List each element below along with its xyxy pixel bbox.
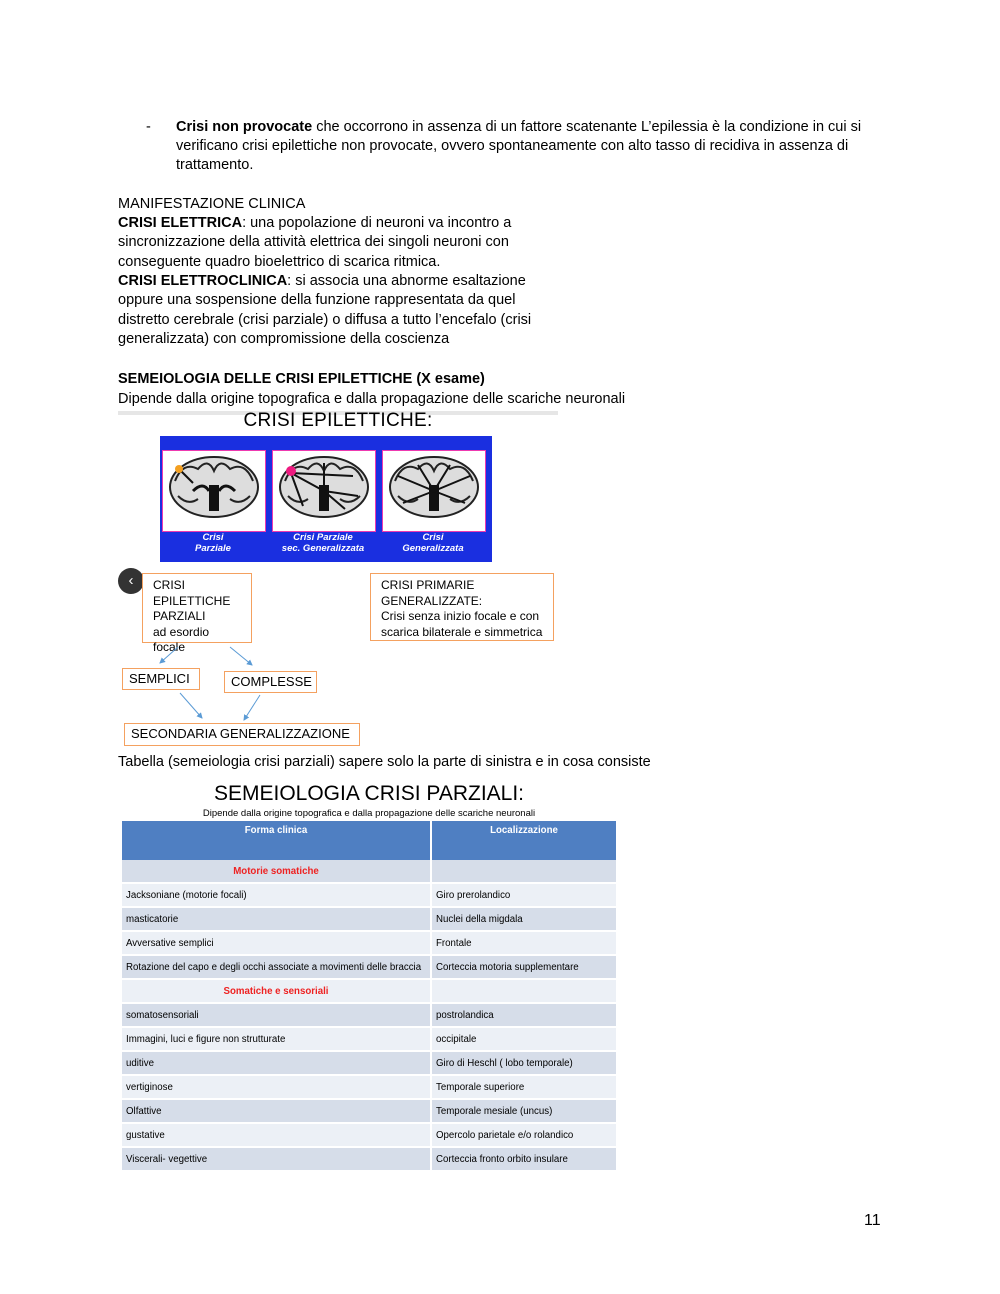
figure-title: CRISI EPILETTICHE: bbox=[243, 410, 433, 431]
section-label: Somatiche e sensoriali bbox=[122, 979, 431, 1003]
elettrica-term: CRISI ELETTRICA bbox=[118, 215, 243, 231]
table-row bbox=[122, 1123, 617, 1147]
table-row bbox=[122, 1099, 617, 1123]
table-cell: Giro prerolandico bbox=[431, 883, 617, 907]
table-cell: Avversative semplici bbox=[122, 931, 431, 955]
table-cell: Olfattive bbox=[122, 1099, 431, 1123]
box-crisi-parziali: CRISI EPILETTICHE PARZIALI ad esordio focale bbox=[142, 573, 252, 643]
table-row bbox=[122, 1003, 617, 1027]
table-cell: gustative bbox=[122, 1123, 431, 1147]
crisi-epilettiche-figure bbox=[118, 410, 558, 750]
table-cell: Immagini, luci e figure non strutturate bbox=[122, 1027, 431, 1051]
section-label: Motorie somatiche bbox=[122, 860, 431, 883]
table-subtitle: Dipende dalla origine topografica e dalla propagazione delle scariche neuronali bbox=[202, 808, 536, 819]
elettroclinica-term: CRISI ELETTROCLINICA bbox=[118, 273, 288, 289]
brain-label-generalizzata: Crisi Generalizzata bbox=[402, 532, 464, 554]
column-header: Localizzazione bbox=[431, 821, 617, 860]
table-cell: Viscerali- vegettive bbox=[122, 1147, 431, 1171]
brain-label-parziale: Crisi Parziale bbox=[195, 532, 231, 554]
chevron-left-icon[interactable]: ‹ bbox=[118, 568, 144, 594]
table-cell: postrolandica bbox=[431, 1003, 617, 1027]
elettrica-line-3: conseguente quadro bioelettrico di scarica ritmica. bbox=[118, 254, 441, 270]
table-cell: Corteccia fronto orbito insulare bbox=[431, 1147, 617, 1171]
semeiologia-heading: SEMEIOLOGIA DELLE CRISI EPILETTICHE (X esame) bbox=[118, 371, 485, 387]
table-cell: occipitale bbox=[431, 1027, 617, 1051]
table-cell: Frontale bbox=[431, 931, 617, 955]
section-row bbox=[122, 979, 617, 1003]
table-cell: Opercolo parietale e/o rolandico bbox=[431, 1123, 617, 1147]
table-row bbox=[122, 1075, 617, 1099]
table-row bbox=[122, 1147, 617, 1171]
semeiologia-table-figure bbox=[118, 782, 620, 1165]
table-row bbox=[122, 1027, 617, 1051]
elettroclinica-line-1 bbox=[118, 272, 526, 291]
bullet-line-2: verificano crisi epilettiche non provocate, ovvero spontaneamente con alto tasso di recidiva in assenza di bbox=[176, 138, 849, 154]
table-cell: Temporale superiore bbox=[431, 1075, 617, 1099]
elettrica-text: : una popolazione di neuroni va incontro a bbox=[242, 215, 512, 231]
table-row bbox=[122, 883, 617, 907]
bullet-bold-term: Crisi non provocate bbox=[176, 119, 313, 135]
table-row bbox=[122, 1051, 617, 1075]
table-cell: masticatorie bbox=[122, 907, 431, 931]
semeiologia-table bbox=[122, 821, 618, 1172]
bullet-line-1-text: che occorrono in assenza di un fattore scatenante L’epilessia è la condizione in cui si bbox=[312, 119, 862, 135]
bullet-line-1 bbox=[176, 118, 861, 137]
box-complesse: COMPLESSE bbox=[224, 671, 317, 693]
page-number: 11 bbox=[864, 1212, 881, 1229]
column-header: Forma clinica bbox=[122, 821, 431, 860]
elettroclinica-text: : si associa una abnorme esaltazione bbox=[287, 273, 526, 289]
section-row bbox=[122, 860, 617, 883]
box-secondaria: SECONDARIA GENERALIZZAZIONE bbox=[124, 723, 360, 746]
table-cell: Jacksoniane (motorie focali) bbox=[122, 883, 431, 907]
table-cell: uditive bbox=[122, 1051, 431, 1075]
elettroclinica-line-3: distretto cerebrale (crisi parziale) o diffusa a tutto l’encefalo (crisi bbox=[118, 312, 532, 328]
semeiologia-desc: Dipende dalla origine topografica e dalla propagazione delle scariche neuronali bbox=[118, 391, 626, 407]
table-cell: somatosensoriali bbox=[122, 1003, 431, 1027]
table-row bbox=[122, 955, 617, 979]
table-cell: Nuclei della migdala bbox=[431, 907, 617, 931]
table-title: SEMEIOLOGIA CRISI PARZIALI: bbox=[213, 782, 525, 805]
table-caption: Tabella (semeiologia crisi parziali) sapere solo la parte di sinistra e in cosa consiste bbox=[118, 754, 651, 770]
table-row bbox=[122, 931, 617, 955]
table-cell: Corteccia motoria supplementare bbox=[431, 955, 617, 979]
table-cell: Temporale mesiale (uncus) bbox=[431, 1099, 617, 1123]
table-row bbox=[122, 907, 617, 931]
table-cell: Rotazione del capo e degli occhi associate a movimenti delle braccia bbox=[122, 955, 431, 979]
box-semplici: SEMPLICI bbox=[122, 668, 200, 690]
flow-arrows bbox=[118, 410, 558, 750]
elettroclinica-line-2: oppure una sospensione della funzione rappresentata da quel bbox=[118, 292, 516, 308]
bullet-line-3: trattamento. bbox=[176, 157, 254, 173]
table-cell: Giro di Heschl ( lobo temporale) bbox=[431, 1051, 617, 1075]
elettrica-line-2: sincronizzazione della attività elettrica dei singoli neuroni con bbox=[118, 234, 509, 250]
elettrica-line-1 bbox=[118, 214, 511, 233]
elettroclinica-line-4: generalizzata) con compromissione della coscienza bbox=[118, 331, 450, 347]
box-crisi-primarie: CRISI PRIMARIE GENERALIZZATE: Crisi senza inizio focale e con scarica bilaterale e simmetrica bbox=[370, 573, 554, 641]
manifestazione-heading: MANIFESTAZIONE CLINICA bbox=[118, 196, 306, 212]
bullet-dash: - bbox=[146, 119, 151, 135]
table-cell: vertiginose bbox=[122, 1075, 431, 1099]
brain-label-secondaria: Crisi Parziale sec. Generalizzata bbox=[281, 532, 365, 554]
